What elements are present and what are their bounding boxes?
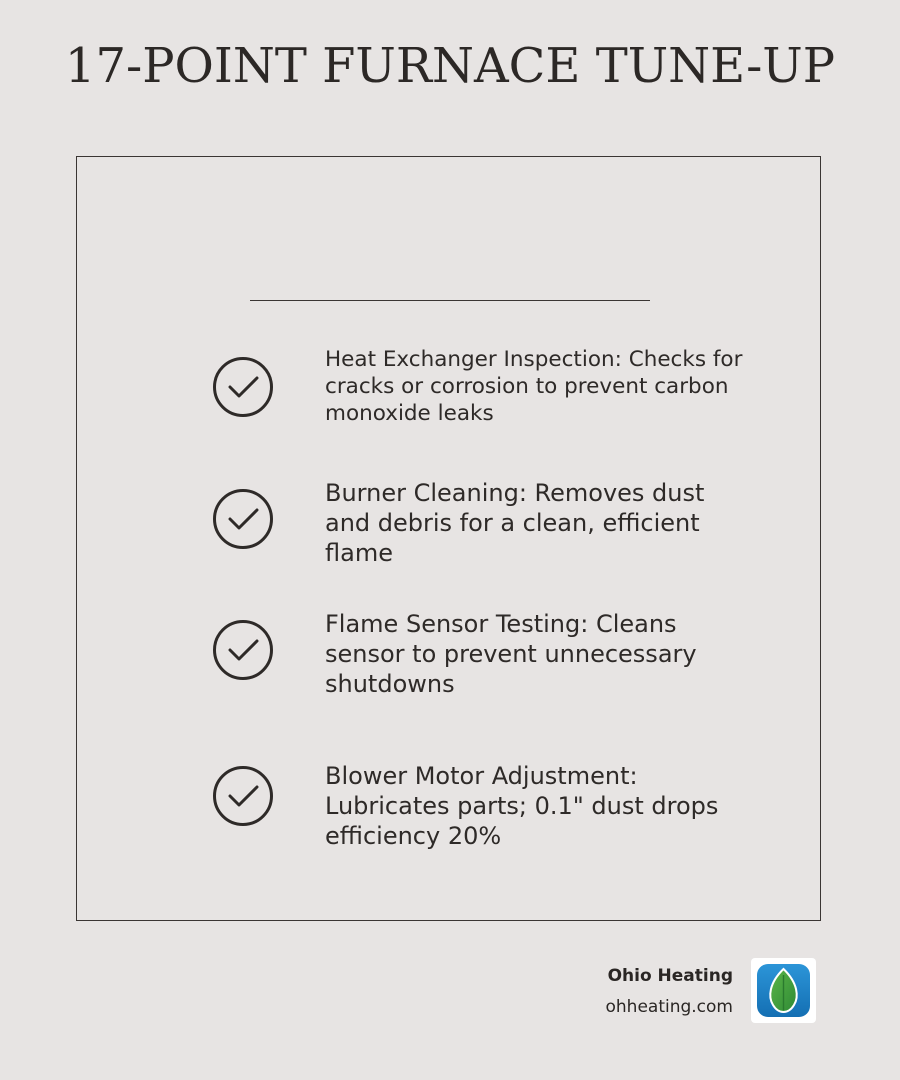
brand-name: Ohio Heating: [607, 966, 733, 986]
brand-url[interactable]: ohheating.com: [605, 997, 733, 1017]
check-circle-icon: [212, 356, 274, 418]
leaf-logo-icon: [756, 963, 811, 1018]
checklist-item-text: Flame Sensor Testing: Cleans sensor to prevent unnecessary shutdowns: [325, 610, 697, 698]
page-title: 17-POINT FURNACE TUNE-UP: [64, 38, 836, 94]
check-circle-icon: [212, 488, 274, 550]
brand-logo: [751, 958, 816, 1023]
checklist-item-text: Burner Cleaning: Removes dust and debris for a clean, efficient flame: [325, 479, 705, 567]
checklist-item-text: Heat Exchanger Inspection: Checks for cracks or corrosion to prevent carbon monoxide leaks: [325, 347, 743, 426]
checklist-item-text: Blower Motor Adjustment: Lubricates parts; 0.1" dust drops efficiency 20%: [325, 762, 719, 850]
check-circle-icon: [212, 765, 274, 827]
check-circle-icon: [212, 619, 274, 681]
divider-line: [250, 300, 650, 301]
